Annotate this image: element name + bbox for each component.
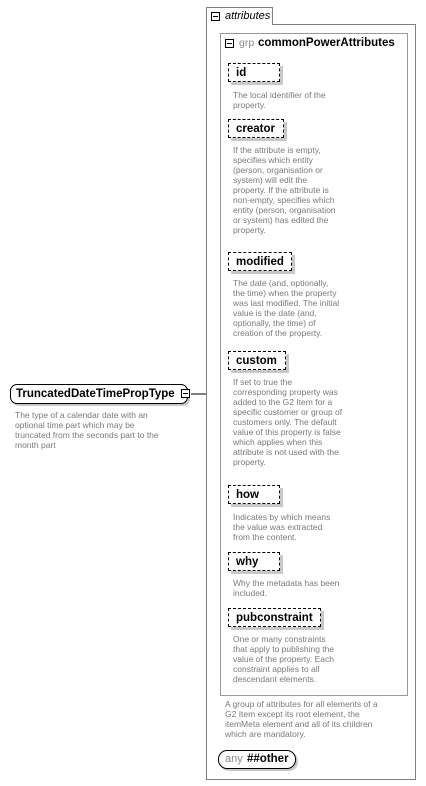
- any-attribute-box[interactable]: [218, 750, 296, 769]
- root-type-box[interactable]: [10, 384, 188, 404]
- collapse-icon[interactable]: [181, 389, 190, 398]
- attributes-header[interactable]: [206, 7, 273, 25]
- group-header[interactable]: [223, 36, 405, 52]
- attribute-custom-description: If set to true the corresponding property was added to the G2 Item for a specific customer or group of customers only. The default value of this property is false which applies when this attribute is not used with the property.: [233, 377, 343, 467]
- attributes-header-label: attributes: [225, 10, 271, 22]
- root-type-description: The type of a calendar date with an optional time part which may be truncated from the seconds part to the month part: [15, 410, 159, 450]
- attribute-id[interactable]: id: [228, 63, 280, 82]
- group-name: commonPowerAttributes: [258, 37, 395, 49]
- attribute-how-description: Indicates by which means the value was extracted from the content.: [233, 512, 331, 542]
- attribute-creator-description: If the attribute is empty, specifies which entity (person, organisation or system) will edit the property. If the attribute is non-empty, specifies which entity (person, organisation or system) has edited the property.: [233, 145, 336, 235]
- attribute-modified[interactable]: modified: [228, 252, 292, 271]
- attribute-why[interactable]: why: [228, 552, 280, 571]
- attribute-id-description: The local identifier of the property.: [233, 90, 326, 110]
- attribute-why-description: Why the metadata has been included.: [233, 578, 340, 598]
- attribute-custom[interactable]: custom: [228, 351, 286, 370]
- any-prefix: any: [225, 753, 243, 765]
- group-description: A group of attributes for all elements of a G2 Item except its root element, the itemMeta element and all of its children which are mandatory.: [225, 699, 378, 739]
- attribute-creator[interactable]: creator: [228, 119, 284, 138]
- attribute-pubconstraint-description: One or many constraints that apply to publishing the value of the property. Each constraint applies to all descendant elements.: [233, 634, 335, 684]
- root-type-name: TruncatedDateTimePropType: [16, 388, 175, 400]
- any-namespace: ##other: [247, 753, 289, 765]
- attributes-collapse-icon[interactable]: [211, 12, 220, 21]
- attribute-pubconstraint[interactable]: pubconstraint: [228, 608, 321, 627]
- attribute-modified-description: The date (and, optionally, the time) when the property was last modified. The initial value is the date (and, optionally, the time) of creation of the property.: [233, 278, 340, 338]
- attribute-how[interactable]: how: [228, 485, 280, 504]
- group-collapse-icon[interactable]: [225, 39, 234, 48]
- group-prefix: grp: [239, 37, 255, 49]
